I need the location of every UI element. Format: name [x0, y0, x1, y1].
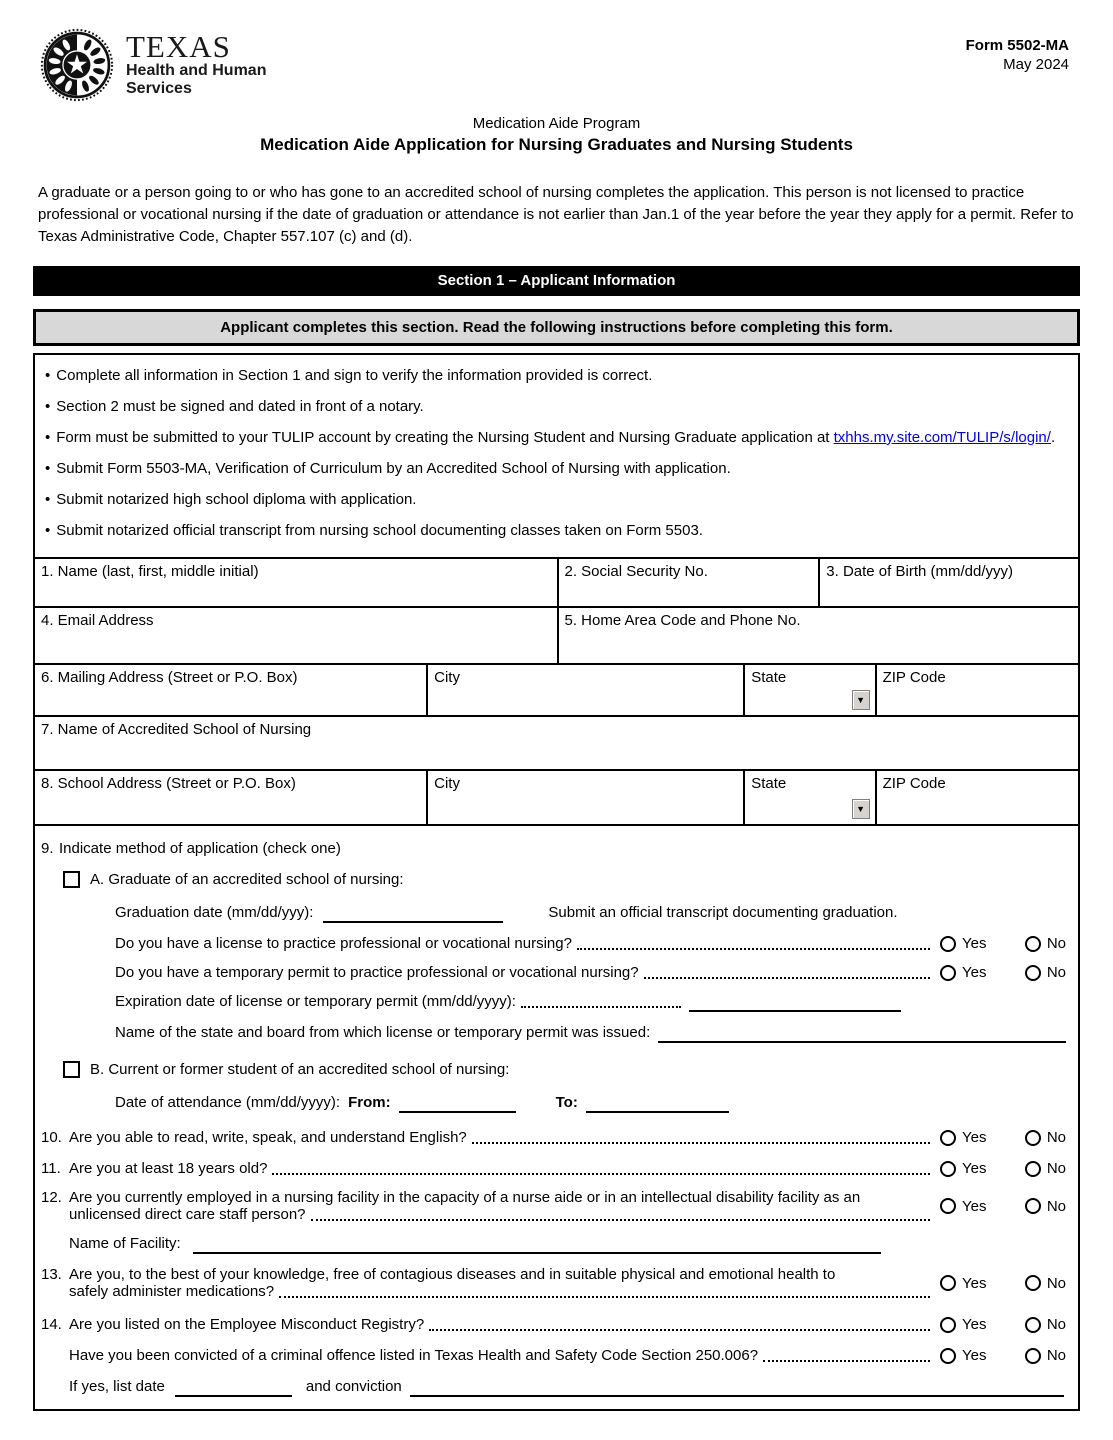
program-name: Medication Aide Program — [472, 115, 641, 132]
radio-yes[interactable] — [940, 1317, 956, 1333]
mailing-zip-field[interactable] — [875, 665, 1078, 715]
radio-no[interactable] — [1025, 1317, 1041, 1333]
instructions-list — [35, 355, 1078, 557]
radio-no[interactable] — [1025, 936, 1041, 952]
chevron-down-icon: ▼ — [856, 695, 866, 705]
form-row-3 — [35, 663, 1078, 715]
yes-label: Yes — [962, 1197, 987, 1215]
form-row-4 — [35, 715, 1078, 769]
school-state-field[interactable] — [743, 771, 874, 824]
graduation-date-input[interactable] — [323, 921, 503, 923]
title-block — [0, 114, 1113, 156]
school-address-label: 8. School Address (Street or P.O. Box) — [41, 775, 296, 792]
yes-label: Yes — [962, 1129, 987, 1146]
intro-paragraph: A graduate or a person going to or who has gone to an accredited school of nursing completes the application. This person is not licensed to practice professional or vocational nursing if the date of graduation or attendance is not earlier than Jan.1 of the year before the year they apply for a permit. Refer to Texas Administrative Code, Chapter 557.107 (c) and (d). — [38, 184, 1074, 245]
no-label: No — [1046, 1197, 1066, 1215]
question-14 — [41, 1316, 1066, 1333]
agency-subtitle-1: Health and Human — [126, 62, 267, 79]
radio-no[interactable] — [1025, 965, 1041, 981]
city-label: City — [434, 669, 460, 686]
attendance-to-input[interactable] — [586, 1111, 729, 1113]
radio-yes[interactable] — [940, 1130, 956, 1146]
and-conviction-label: and conviction — [305, 1378, 402, 1395]
radio-no[interactable] — [1025, 1130, 1041, 1146]
facility-row — [69, 1235, 1066, 1252]
name-field[interactable] — [35, 559, 557, 606]
graduation-date-row — [115, 904, 1066, 921]
no-label: No — [1046, 1316, 1066, 1333]
question-9 — [41, 840, 1066, 857]
question-13 — [41, 1266, 1066, 1300]
radio-yes[interactable] — [940, 1348, 956, 1364]
license-yes-no — [940, 935, 1066, 952]
page-title: Medication Aide Application for Nursing Graduates and Nursing Students — [260, 135, 853, 154]
question-13-line1: Are you, to the best of your knowledge, free of contagious diseases and in suitable physical and emotional health to — [69, 1266, 836, 1283]
radio-yes[interactable] — [940, 1275, 956, 1291]
list-item: • Submit Form 5503-MA, Verification of Curriculum by an Accredited School of Nursing with application. — [43, 458, 1068, 480]
question-number: 14. — [41, 1316, 62, 1333]
q12-yes-no — [940, 1198, 1066, 1215]
conviction-input[interactable] — [410, 1395, 1064, 1397]
dotted-leader — [521, 1006, 681, 1008]
expiration-date-input[interactable] — [689, 1010, 901, 1012]
tulip-login-link[interactable]: txhhs.my.site.com/TULIP/s/login/ — [833, 429, 1051, 446]
checkbox-option-a[interactable] — [63, 871, 80, 888]
question-14-label: Are you listed on the Employee Misconduct Registry? — [69, 1316, 425, 1333]
state-dropdown[interactable] — [852, 690, 870, 710]
radio-no[interactable] — [1025, 1348, 1041, 1364]
school-address-field[interactable] — [35, 771, 426, 824]
yes-label: Yes — [962, 1160, 987, 1177]
state-dropdown[interactable] — [852, 799, 870, 819]
bullet-text-suffix: . — [1050, 429, 1056, 446]
yes-label: Yes — [962, 935, 987, 952]
radio-yes[interactable] — [940, 965, 956, 981]
transcript-note: Submit an official transcript documenting graduation. — [548, 904, 898, 921]
dotted-leader — [763, 1360, 930, 1362]
phone-field[interactable] — [557, 608, 1079, 663]
question-13-line2: safely administer medications? — [69, 1283, 275, 1300]
from-label: From: — [348, 1094, 391, 1111]
mailing-state-field[interactable] — [743, 665, 874, 715]
question-number: 9. — [41, 840, 54, 857]
no-label: No — [1046, 1347, 1066, 1364]
no-label: No — [1046, 935, 1066, 952]
question-11-label: Are you at least 18 years old? — [69, 1160, 268, 1177]
radio-no[interactable] — [1025, 1161, 1041, 1177]
agency-wordmark — [126, 29, 267, 98]
no-label: No — [1046, 1160, 1066, 1177]
state-board-input[interactable] — [658, 1041, 1066, 1043]
facility-label: Name of Facility: — [69, 1235, 181, 1252]
state-label: State — [751, 669, 787, 686]
questions-area — [35, 824, 1078, 1409]
conviction-date-input[interactable] — [175, 1395, 292, 1397]
question-10 — [41, 1129, 1066, 1146]
if-yes-label: If yes, list date — [69, 1378, 165, 1395]
texas-hhs-seal-icon — [40, 28, 114, 102]
section1-body — [33, 353, 1080, 1411]
instructions-header: Applicant completes this section. Read the following instructions before completing this form. — [33, 309, 1080, 346]
email-field[interactable] — [35, 608, 557, 663]
school-city-field[interactable] — [426, 771, 743, 824]
state-label: State — [751, 775, 787, 792]
list-item: • Section 2 must be signed and dated in front of a notary. — [43, 396, 1068, 418]
list-item: • Complete all information in Section 1 and sign to verify the information provided is correct. — [43, 365, 1068, 387]
texas-hhs-brand — [40, 28, 266, 102]
name-label: 1. Name (last, first, middle initial) — [41, 563, 259, 580]
radio-yes[interactable] — [940, 936, 956, 952]
question-10-label: Are you able to read, write, speak, and understand English? — [69, 1129, 467, 1146]
attendance-from-input[interactable] — [399, 1111, 516, 1113]
yes-label: Yes — [962, 1316, 987, 1333]
state-board-row — [115, 1024, 1066, 1041]
city-label: City — [434, 775, 460, 792]
question-number: 13. — [41, 1266, 62, 1283]
yes-label: Yes — [962, 1274, 987, 1292]
option-b-row — [63, 1061, 1066, 1078]
mailing-city-field[interactable] — [426, 665, 743, 715]
list-item: • Submit notarized high school diploma with application. — [43, 489, 1068, 511]
yes-label: Yes — [962, 964, 987, 981]
no-label: No — [1046, 1129, 1066, 1146]
attendance-label: Date of attendance (mm/dd/yyyy): — [115, 1094, 341, 1111]
dotted-leader — [644, 977, 930, 979]
dotted-leader — [577, 948, 930, 950]
license-question-label: Do you have a license to practice professional or vocational nursing? — [115, 935, 572, 952]
yes-label: Yes — [962, 1347, 987, 1364]
conviction-detail-row — [69, 1378, 1066, 1395]
form-row-5 — [35, 769, 1078, 824]
school-name-label: 7. Name of Accredited School of Nursing — [41, 721, 312, 738]
permit-yes-no — [940, 964, 1066, 981]
question-number: 10. — [41, 1129, 62, 1146]
ssn-field[interactable] — [557, 559, 819, 606]
no-label: No — [1046, 964, 1066, 981]
ssn-label: 2. Social Security No. — [564, 563, 708, 580]
option-b-label: B. Current or former student of an accredited school of nursing: — [90, 1061, 510, 1078]
facility-input[interactable] — [193, 1252, 881, 1254]
question-12-line1: Are you currently employed in a nursing facility in the capacity of a nurse aide or in an intellectual disability facility as an — [69, 1189, 861, 1206]
q14-yes-no — [940, 1316, 1066, 1333]
radio-yes[interactable] — [940, 1161, 956, 1177]
chevron-down-icon: ▼ — [856, 804, 866, 814]
radio-yes[interactable] — [940, 1198, 956, 1214]
form-row-2 — [35, 606, 1078, 663]
to-label: To: — [555, 1094, 578, 1111]
permit-question-row — [115, 964, 1066, 981]
mailing-address-label: 6. Mailing Address (Street or P.O. Box) — [41, 669, 298, 686]
agency-subtitle-2: Services — [126, 80, 192, 97]
attendance-dates-row — [115, 1094, 1066, 1111]
q11-yes-no — [940, 1160, 1066, 1177]
phone-label: 5. Home Area Code and Phone No. — [564, 612, 801, 629]
graduation-date-label: Graduation date (mm/dd/yyy): — [115, 904, 314, 921]
q13-yes-no — [940, 1275, 1066, 1292]
form-number: Form 5502-MA — [965, 37, 1069, 54]
dotted-leader — [429, 1329, 930, 1331]
question-number: 12. — [41, 1189, 62, 1206]
mailing-address-field[interactable] — [35, 665, 426, 715]
form-date: May 2024 — [1003, 56, 1069, 73]
question-12-line2: unlicensed direct care staff person? — [69, 1206, 306, 1223]
conviction-question-row — [69, 1347, 1066, 1364]
expiration-date-label: Expiration date of license or temporary permit (mm/dd/yyyy): — [115, 993, 516, 1010]
option-a-label: A. Graduate of an accredited school of nursing: — [90, 871, 404, 888]
conviction-yes-no — [940, 1347, 1066, 1364]
school-name-field[interactable] — [35, 717, 1078, 769]
expiration-date-row — [115, 993, 1066, 1010]
radio-no[interactable] — [1025, 1198, 1041, 1214]
form-meta — [966, 28, 1069, 74]
license-question-row — [115, 935, 1066, 952]
zip-label: ZIP Code — [882, 775, 946, 792]
no-label: No — [1046, 1274, 1066, 1292]
page-header — [0, 28, 1113, 102]
conviction-question-label: Have you been convicted of a criminal offence listed in Texas Health and Safety Code Section 250.006? — [69, 1347, 759, 1364]
dotted-leader — [472, 1142, 930, 1144]
checkbox-option-b[interactable] — [63, 1061, 80, 1078]
question-12 — [41, 1189, 1066, 1223]
dotted-leader — [311, 1219, 930, 1221]
email-label: 4. Email Address — [41, 612, 154, 629]
question-number: 11. — [41, 1160, 61, 1177]
option-a-row — [63, 871, 1066, 888]
dob-label: 3. Date of Birth (mm/dd/yyy) — [826, 563, 1013, 580]
dotted-leader — [279, 1296, 930, 1298]
dotted-leader — [272, 1173, 930, 1175]
permit-question-label: Do you have a temporary permit to practice professional or vocational nursing? — [115, 964, 639, 981]
list-item: • Submit notarized official transcript from nursing school documenting classes taken on Form 5503. — [43, 520, 1068, 542]
section1-header-bar: Section 1 – Applicant Information — [33, 266, 1080, 296]
school-zip-field[interactable] — [875, 771, 1078, 824]
list-item — [43, 427, 1068, 449]
bullet-text: Form must be submitted to your TULIP account by creating the Nursing Student and Nursing Graduate application at — [56, 429, 834, 446]
question-11 — [41, 1160, 1066, 1177]
dob-field[interactable] — [818, 559, 1078, 606]
question-9-label: Indicate method of application (check one) — [59, 840, 341, 857]
zip-label: ZIP Code — [882, 669, 946, 686]
state-board-label: Name of the state and board from which license or temporary permit was issued: — [115, 1024, 651, 1041]
q10-yes-no — [940, 1129, 1066, 1146]
agency-name: TEXAS — [126, 29, 231, 64]
form-row-1 — [35, 557, 1078, 606]
radio-no[interactable] — [1025, 1275, 1041, 1291]
